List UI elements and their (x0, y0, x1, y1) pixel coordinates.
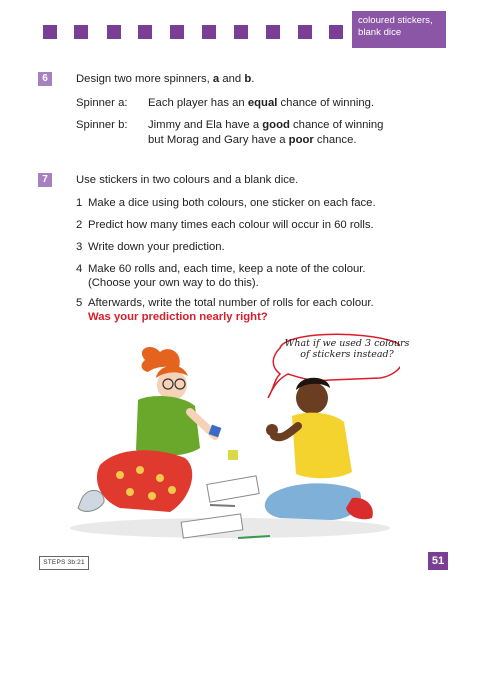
materials-box (352, 11, 446, 48)
spinner-a-text: Each player has an equal chance of winning. (148, 97, 375, 109)
header-square (202, 25, 216, 39)
header-square (266, 25, 280, 39)
step-number: 2 (76, 219, 83, 231)
step-text-line2: (Choose your own way to do this). (88, 277, 259, 289)
spinner-b-label: Spinner b: (76, 119, 128, 131)
step-text: Afterwards, write the total number of rolls for each colour. (88, 297, 374, 309)
step-text: Make a dice using both colours, one sticker on each face. (88, 197, 376, 209)
header-square (74, 25, 88, 39)
spinner-a-label: Spinner a: (76, 97, 128, 109)
header-square (43, 25, 57, 39)
materials-line: blank dice (358, 27, 402, 38)
steps-reference-tag: STEPS 3b:21 (39, 556, 89, 570)
step-number: 5 (76, 297, 83, 309)
step-text: Predict how many times each colour will occur in 60 rolls. (88, 219, 374, 231)
step-number: 4 (76, 263, 83, 275)
step-number: 3 (76, 241, 83, 253)
header-square (329, 25, 343, 39)
spinner-b-text-line2: but Morag and Gary have a poor chance. (148, 134, 357, 146)
header-square (107, 25, 121, 39)
step-text: Make 60 rolls and, each time, keep a note of the colour. (88, 263, 366, 275)
header-square (298, 25, 312, 39)
step-text: Write down your prediction. (88, 241, 225, 253)
header-square (138, 25, 152, 39)
header-square (170, 25, 184, 39)
step-question-highlight: Was your prediction nearly right? (88, 311, 268, 323)
page-number: 51 (428, 552, 448, 570)
materials-line: coloured stickers, (358, 15, 433, 26)
speech-line: What if we used 3 colours (284, 338, 410, 349)
question-number-6: 6 (38, 72, 52, 86)
q6-intro: Design two more spinners, a and b. (76, 73, 255, 85)
question-number-7: 7 (38, 173, 52, 187)
spinner-b-text: Jimmy and Ela have a good chance of winning (148, 119, 384, 131)
step-number: 1 (76, 197, 83, 209)
children-playing-dice-illustration (60, 330, 400, 545)
speech-line: of stickers instead? (300, 349, 394, 360)
q7-intro: Use stickers in two colours and a blank dice. (76, 174, 299, 186)
header-square (234, 25, 248, 39)
speech-bubble-text (282, 338, 412, 360)
